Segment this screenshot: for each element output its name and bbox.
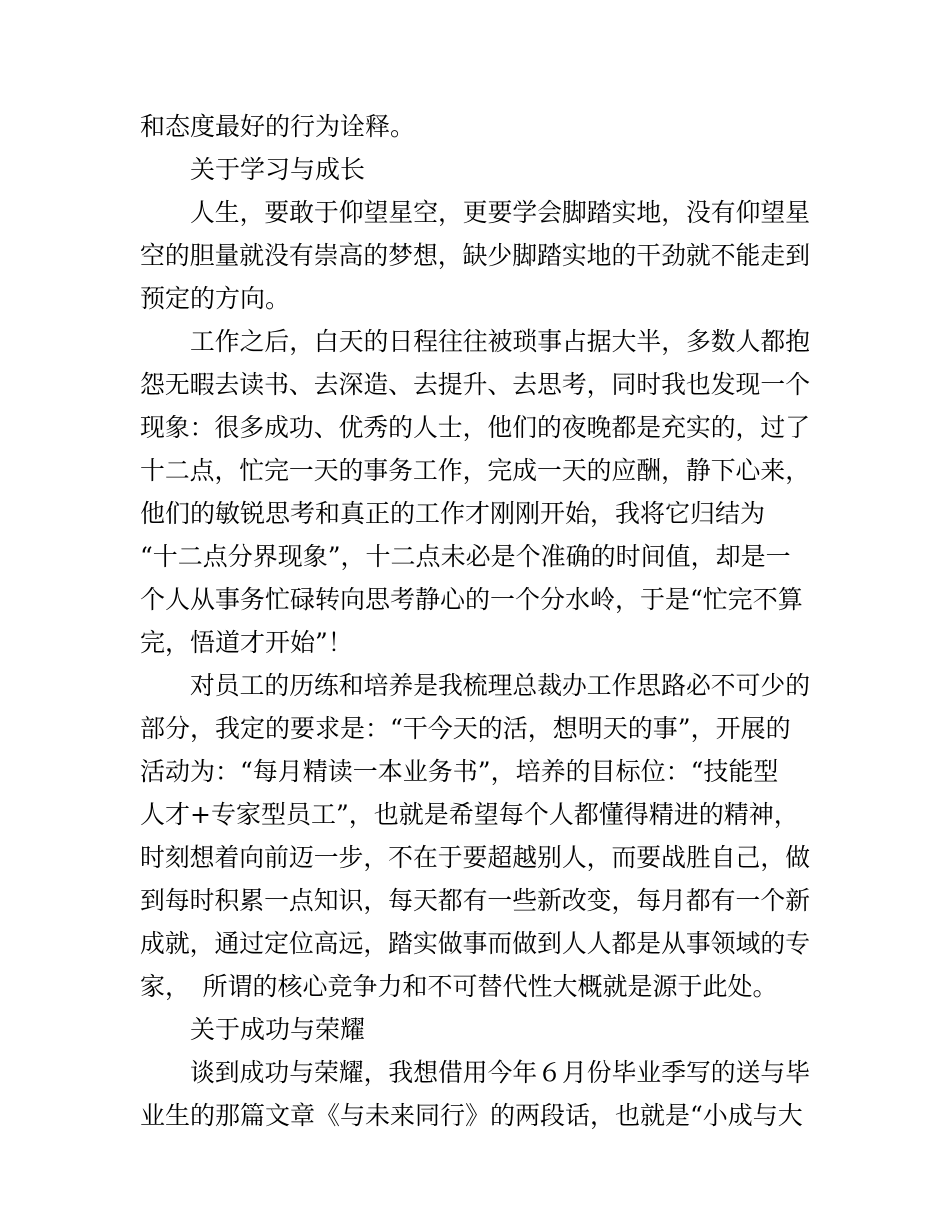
text-line: 预定的方向。 [140,284,291,313]
text-line: 成就，通过定位高远，踏实做事而做到人人都是从事领域的专 [140,929,811,958]
text-line: 人生，要敢于仰望星空，更要学会脚踏实地，没有仰望星 [190,198,811,227]
text-line: 谈到成功与荣耀，我想借用今年６月份毕业季写的送与毕 [190,1058,811,1087]
text-line: 空的胆量就没有崇高的梦想，缺少脚踏实地的干劲就不能走到 [140,241,811,270]
text-line: 完，悟道才开始”！ [140,628,353,657]
text-line: 到每时积累一点知识，每天都有一些新改变，每月都有一个新 [140,886,811,915]
text-line: 和态度最好的行为诠释。 [140,112,416,141]
text-line: 时刻想着向前迈一步，不在于要超越别人，而要战胜自己，做 [140,843,811,872]
text-line: 人才+专家型员工”，也就是希望每个人都懂得精进的精神， [140,800,799,829]
section-heading-learning: 关于学习与成长 [190,155,366,184]
text-line: 个人从事务忙碌转向思考静心的一个分水岭，于是“忙完不算 [140,585,803,614]
text-line: 现象：很多成功、优秀的人士，他们的夜晚都是充实的，过了 [140,413,811,442]
text-line: 工作之后，白天的日程往往被琐事占据大半，多数人都抱 [190,327,811,356]
text-line: 对员工的历练和培养是我梳理总裁办工作思路必不可少的 [190,671,811,700]
text-line: 他们的敏锐思考和真正的工作才刚刚开始，我将它归结为 [140,499,766,528]
text-line: 怨无暇去读书、去深造、去提升、去思考，同时我也发现一个 [140,370,811,399]
text-line: 活动为：“每月精读一本业务书”，培养的目标位：“技能型 [140,757,779,786]
text-line: 家， 所谓的核心竞争力和不可替代性大概就是源于此处。 [140,972,778,1001]
section-heading-success: 关于成功与荣耀 [190,1015,366,1044]
text-line: “十二点分界现象”，十二点未必是个准确的时间值，却是一 [140,542,791,571]
text-line: 部分，我定的要求是：“干今天的活，想明天的事”，开展的 [140,714,791,743]
text-line: 十二点，忙完一天的事务工作，完成一天的应酬，静下心来， [140,456,811,485]
text-line: 业生的那篇文章《与未来同行》的两段话，也就是“小成与大 [140,1101,803,1130]
